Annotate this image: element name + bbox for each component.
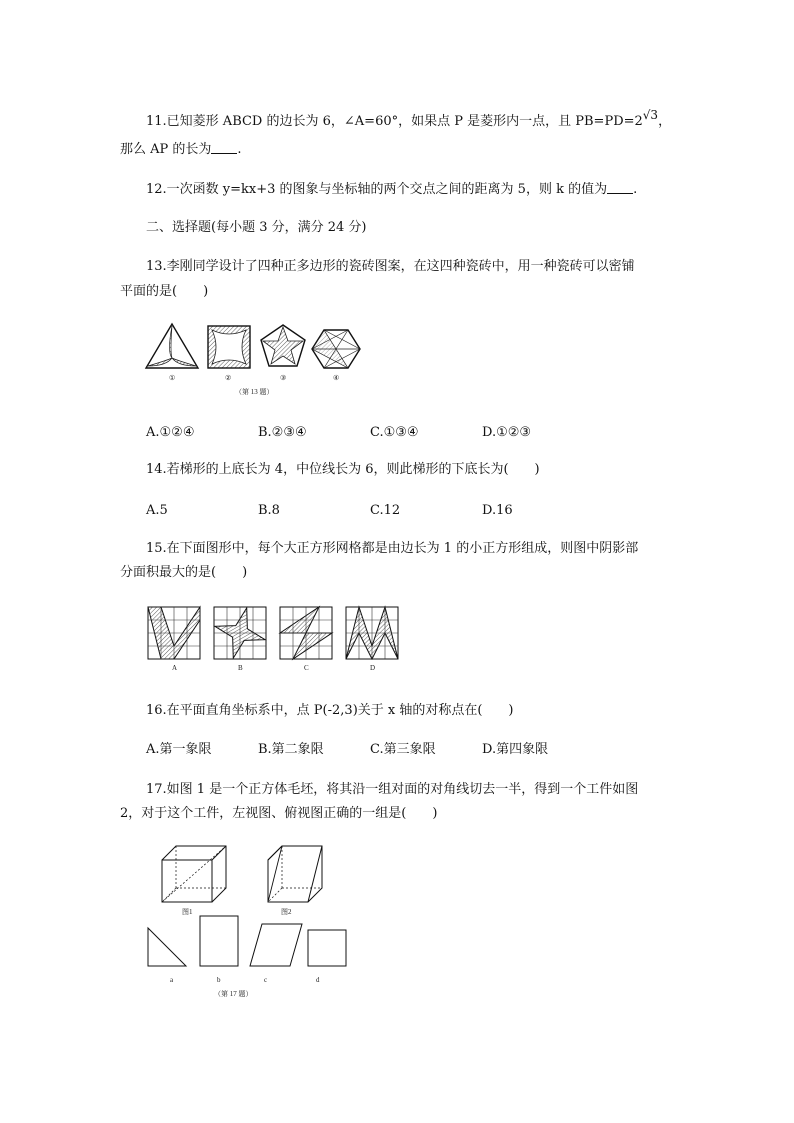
hexagon-tile [312,330,360,368]
fig17-label-b: b [217,976,221,984]
fig17-label-1: 图1 [182,908,193,916]
q13-figure [140,318,370,400]
fig15-label-c: C [304,664,309,672]
q14-option-c[interactable]: C.12 [370,503,401,518]
grid-figure-a [148,607,200,659]
q16-option-c[interactable]: C.第三象限 [370,742,436,757]
pentagon-star-tile [261,325,305,366]
cube-figure-1 [162,846,226,902]
q14-text: 14.若梯形的上底长为 4，中位线长为 6，则此梯形的下底长为( ) [146,462,540,477]
fig13-caption: （第 13 题） [235,388,274,396]
fig15-label-b: B [238,664,243,672]
section-heading: 二、选择题(每小题 3 分，满分 24 分) [146,220,367,235]
fig13-label-3: ③ [280,374,287,382]
fig17-label-a: a [170,976,174,984]
q14-option-d[interactable]: D.16 [482,503,513,518]
q13-option-b[interactable]: B.②③④ [258,425,307,440]
square-tile [208,326,250,368]
q13-line2: 平面的是( ) [120,284,209,299]
q13-option-a[interactable]: A.①②④ [146,425,195,440]
q13-option-d[interactable]: D.①②③ [482,425,532,440]
q16-option-a[interactable]: A.第一象限 [146,742,212,757]
answer-blank[interactable] [211,141,237,154]
q14-option-b[interactable]: B.8 [258,503,280,518]
answer-blank[interactable] [607,181,633,194]
fig17-caption: （第 17 题） [214,990,253,998]
fig15-label-a: A [172,664,178,672]
q13-line1: 13.李刚同学设计了四种正多边形的瓷砖图案，在这四种瓷砖中，用一种瓷砖可以密铺 [146,259,635,274]
q14-option-a[interactable]: A.5 [146,503,168,518]
q16-option-b[interactable]: B.第二象限 [258,742,324,757]
q11-line1: 11.已知菱形 ABCD 的边长为 6，∠A=60°，如果点 P 是菱形内一点，且 PB=PD=2√3， [146,108,672,129]
fig17-label-d: d [316,976,320,984]
triangle-tile [146,324,198,368]
fig17-label-c: c [264,976,268,984]
grid-figure-d [346,607,398,659]
q15-line2: 分面积最大的是( ) [120,565,248,580]
q16-option-d[interactable]: D.第四象限 [482,742,549,757]
q17-line1: 17.如图 1 是一个正方体毛坯，将其沿一组对面的对角线切去一半，得到一个工件如图 [146,782,639,797]
q16-text: 16.在平面直角坐标系中，点 P(-2,3)关于 x 轴的对称点在( ) [146,703,514,718]
wedge-figure-2 [268,846,322,902]
fig17-label-2: 图2 [281,908,292,916]
view-a-triangle [148,928,186,966]
view-c-parallelogram [250,924,302,966]
q17-figure [140,840,360,1002]
fig13-label-2: ② [225,374,232,382]
sqrt-3: √3 [642,108,659,122]
q11-line2: 那么 AP 的长为 . [120,142,242,157]
fig13-label-4: ④ [333,374,340,382]
q15-figure [146,605,406,675]
q15-line1: 15.在下面图形中，每个大正方形网格都是由边长为 1 的小正方形组成，则图中阴影部 [146,541,639,556]
q12-text: 12.一次函数 y=kx+3 的图象与坐标轴的两个交点之间的距离为 5，则 k 的值为 . [146,182,638,197]
grid-figure-c [280,607,332,659]
fig13-label-1: ① [169,374,176,382]
grid-figure-b [208,601,272,665]
view-d-square [308,930,346,966]
fig15-label-d: D [370,664,376,672]
q13-option-c[interactable]: C.①③④ [370,425,419,440]
q17-line2: 2，对于这个工件，左视图、俯视图正确的一组是( ) [120,806,438,821]
view-b-rectangle [200,916,238,966]
